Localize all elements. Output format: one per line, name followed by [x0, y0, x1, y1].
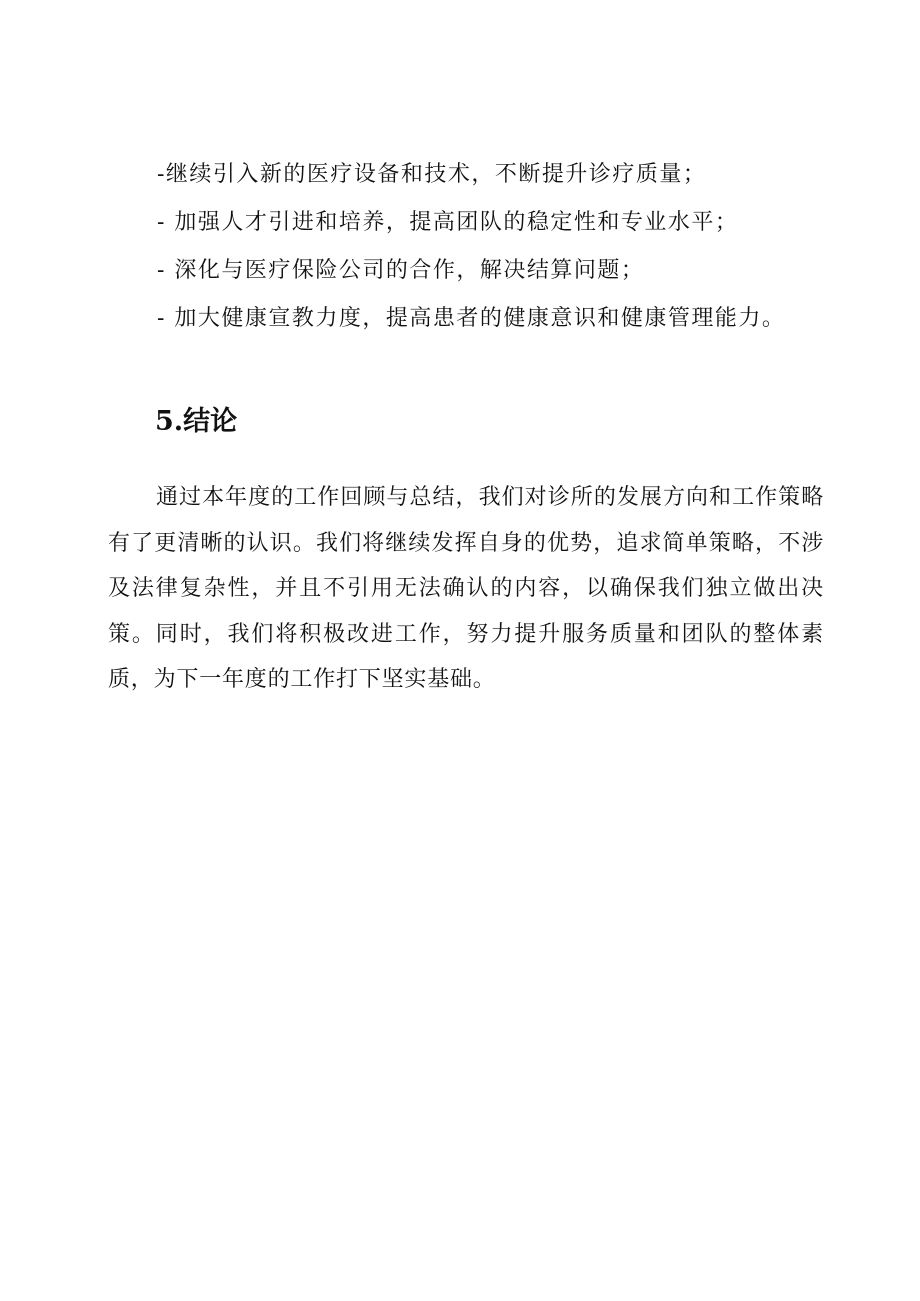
measures-list — [157, 155, 857, 347]
list-item: - 加大健康宣教力度，提高患者的健康意识和健康管理能力。 — [157, 306, 786, 331]
list-item: - 加强人才引进和培养，提高团队的稳定性和专业水平； — [157, 210, 739, 235]
section-heading: 5.结论 — [155, 406, 238, 437]
list-item: -继续引入新的医疗设备和技术，不断提升诊疗质量； — [157, 162, 707, 187]
list-item: - 深化与医疗保险公司的合作，解决结算问题； — [157, 258, 645, 283]
conclusion-paragraph: 通过本年度的工作回顾与总结，我们对诊所的发展方向和工作策略有了更清晰的认识。我们将继续发挥自身的优势，追求简单策略，不涉及法律复杂性，并且不引用无法确认的内容，以确保我们独立做出决策。同时，我们将积极改进工作，努力提升服务质量和团队的整体素质，为下一年度的工作打下坚实基础。 — [108, 485, 824, 692]
